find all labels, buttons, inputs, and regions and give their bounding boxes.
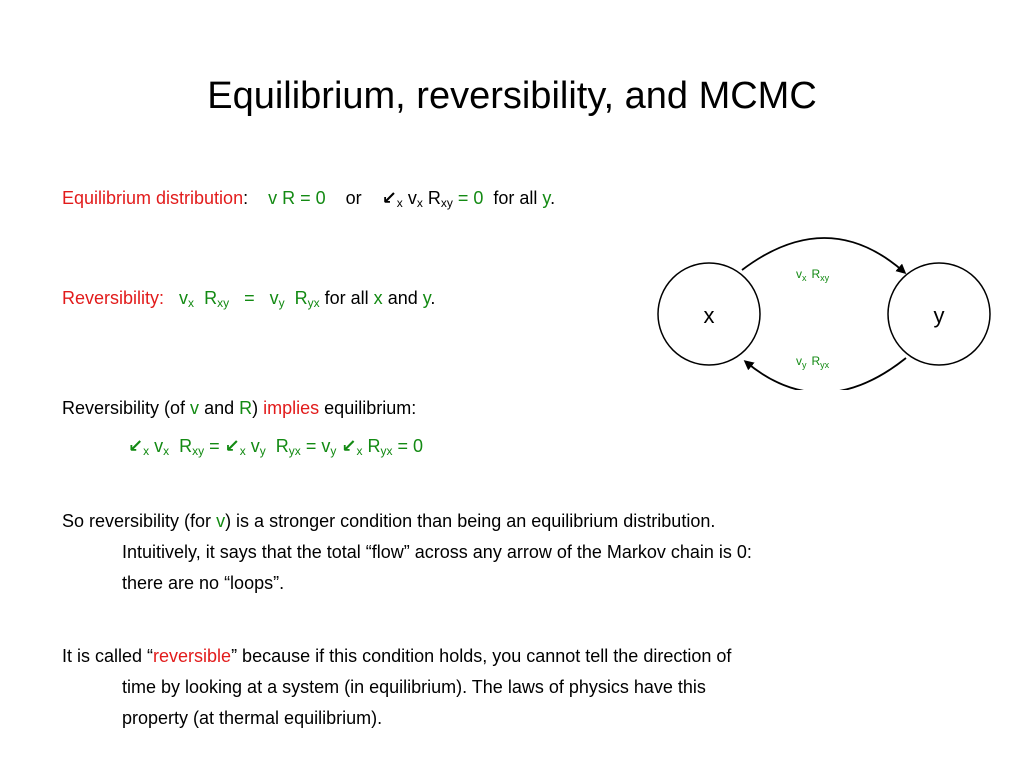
paragraph-stronger-condition: So reversibility (for v) is a stronger condition than being an equilibrium distribution. Intuitively, it says that the total “flow” across any arrow of the Markov chain is 0: there are no “loops”. (62, 511, 752, 593)
sum-symbol-icon: ↙ (224, 436, 240, 456)
bottom-edge-label: $v_y$ $R_{yx}$ (796, 354, 830, 370)
implies-line: Reversibility (of v and R) implies equilibrium: (62, 398, 417, 418)
top-edge-label: $v_x$ $R_{xy}$ (796, 267, 830, 283)
node-y-label: y (933, 303, 945, 328)
equilibrium-line: Equilibrium distribution: v R = 0 or $↙_x$ $v_x$ $R_{xy} = 0$ for all y. (62, 188, 556, 210)
equation-vr-zero: v R = 0 (268, 188, 326, 208)
reversible-word: reversible (153, 646, 232, 666)
equilibrium-label: Equilibrium distribution (62, 188, 244, 208)
arrow-x-to-y (742, 238, 904, 272)
implies-word: implies (263, 398, 320, 418)
sum-symbol-icon: ↙ (381, 188, 397, 208)
slide-title: Equilibrium, reversibility, and MCMC (207, 75, 817, 117)
markov-chain-diagram (650, 230, 1000, 390)
derivation-line: $↙_x$ $v_x$ $R_{xy}$ = $↙_x$ $v_y$ $R_{yx} = v_y$ $↙_x$ $R_{yx} = 0$ (128, 436, 424, 458)
or-word: or (345, 188, 362, 208)
paragraph-reversible-meaning: It is called “reversible” because if this condition holds, you cannot tell the direction of time by looking at a system (in equilibrium). The laws of physics have this property (at thermal equilibrium). (62, 646, 732, 728)
node-x-label: x (703, 303, 715, 328)
sum-symbol-icon: ↙ (128, 436, 144, 456)
reversibility-label: Reversibility: (62, 288, 165, 308)
sum-symbol-icon: ↙ (341, 436, 357, 456)
reversibility-line: Reversibility: $v_x$ $R_{xy}$ = $v_y$ $R_{yx}$ for all x and y. (62, 288, 436, 310)
